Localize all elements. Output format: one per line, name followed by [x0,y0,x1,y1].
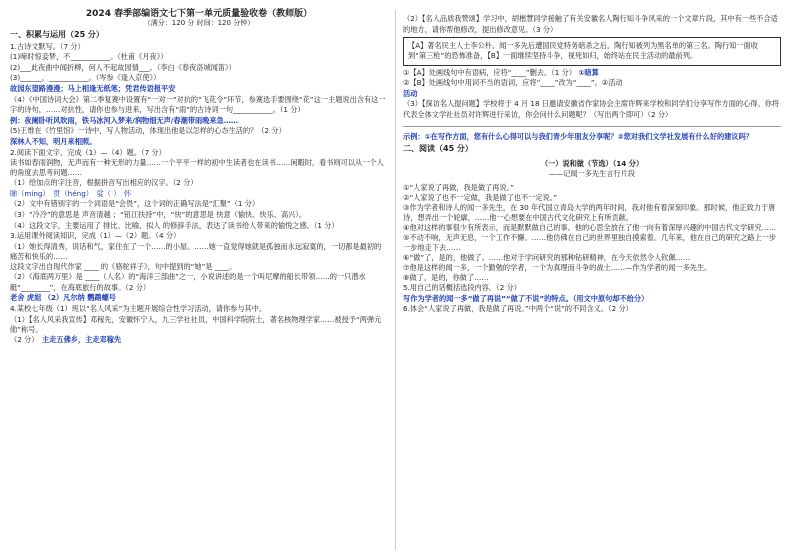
question-2: 2.阅读下面文字，完成（1）—（4）题。（7 分） [10,147,166,157]
question-1-4: （4）《中国诗词大会》第二季复赛中设置有“一对一”对抗的“飞花令”环节，参赛选手要围绕“花”这一主题说出含有这一字的诗句，……对抗性，请你也参与进来，写出含有“雨”的古诗词一句___________。（1 分） [10,94,386,115]
question-2-1: （1）给加点的字注音，根据拼音写出相应的汉字。（2 分） [10,178,198,188]
question-1-5: (5)王维在《竹里馆》一诗中，写人物活动，体现出他是以怎样的心态生活的？（2 分） [10,126,286,136]
question-4-2: （2）【名人品质我赞颂】学习中，胡楷慧同学接触了有关安徽名人陶行知斗争风采的一个文章片段，其中有一些不合适的地方，请你帮他修改，提出修改意见。（3 分） [403,14,778,34]
q3-text: （1）她长得清秀，说话和气，家住在了一个……的小屋。……她一直觉得她就是孤独而永远寂寞的，一切都是最初的痛苦和快乐的…… [10,241,382,261]
right-column [403,14,781,315]
passage-line-6: ⑥“做”了，是的，他做了。……他对于学问研究的那种钻研精神，在今天依然令人钦佩…… [403,252,691,262]
passage-line-7: ⑦他是这样的闻一多，一个勤勉的学者，一个为真理而斗争的战士……—作为学者的闻一多先生。 [403,262,712,272]
q1-line-1: (1)啼时惊妾梦，不___________。（杜甫《月夜》） [10,52,168,62]
q1-5-answer: 深林人不知，明月来相照。 [10,136,97,146]
question-5: 5.用自己的话概括选段内容。（2 分） [403,282,521,292]
pinyin-items: 睇（míng） 贯（héng） 娑（ ） 怀 [10,188,132,198]
question-2-3: （3）“冷冷”的意思是 声音清越 ；“钮江扶持”中，“快”的意思是 快意（愉快、快乐、高兴）。 [10,209,307,219]
reading-passage: 读书如春雨润物，无声而有一种无形的力量……一个平平一样的初中生读者也在读书……闲暇时，看书则可以从一个人的角度去思考问题…… [10,158,384,178]
separator [403,126,781,127]
q4-score: （2 分） 主走五佛乡，主走邓稼先 [10,334,122,344]
question-2-4: （4）这段文字，主要运用了 排比、比喻、拟人 的修辞手法，表达了读书给人带来的愉悦之感。（1 分） [10,220,339,230]
r1-item-2: ②【B】处画线句中用词不当的语词，应将“____”改为“____”。②活动 [403,78,623,88]
page-subtitle: （满分：120 分 时间：120 分钟） [143,19,255,27]
reading-title: （一）说和做（节选）（14 分） [540,158,644,168]
q1-line-2: (2)___此夜曲中闻折柳，何人不起故园情___。（李白《春夜洛城闻笛》） [10,62,236,72]
q1-line-3: (3)______，___________。（岑参《逢入京使》） [10,73,161,83]
r1-item-3: 活动 [403,88,418,98]
passage-line-2: ②“人家说了也不一定做，我是做了也不一定说。” [403,192,558,202]
question-2-2: （2）文中有错别字的一个词语是“会畏”，这个词的正确写法是“汇聚”（1 分） [10,199,260,209]
question-4: 4.某校七年级（1）班以“名人风采”为主题开展综合性学习活动，请你参与其中。 [10,304,267,314]
r1-item-1: ①【A】处画线句中有语病，应将“____”删去。（1 分） ①暗算 [403,67,599,77]
left-column [10,28,388,345]
section-heading: 一、积累与运用（25 分） [10,30,104,39]
q5-answer: 写作为学者的闻一多“做了再说”“做了不说”的特点。（用文中原句却不给分） [403,293,649,303]
question-6: 6.体会“人家说了再做，我是做了再说。”中两个“说”的不同含义。（2 分） [403,304,633,314]
example-answer: 示例：①在写作方面，您有什么心得可以与我们青少年朋友分享呢？②您对我们文学社发展有什么好的建议吗？ [403,131,753,141]
question-4-3: （3）【探访名人提问题】学校将于 4 月 18 日邀请安徽省作家协会主席许辉来学校和同学们分享写作方面的心得。你将代表全体文学社社员对许辉进行采访，你会问什么问题呢？（写出两个即可）（2 分） [403,99,780,119]
passage-line-5: ⑤不动不响，无声无息，一个工作不懈。……他仿佛在自己的世界里独自摸索着。几年来，他在自己的研究之路上一步一步地走下去…… [403,232,777,252]
q3-blank: 这段文字出自现代作家 ____ 的《骆驼祥子》，句中提到的“她”是 ____。 [10,261,237,271]
page-title: 2024 春季部编语文七下第一单元质量验收卷（教师版） [85,9,313,19]
question-3: 3.运用课外阅读知识，完成（1）—（2）题。（4 分） [10,231,181,241]
q1-answers: 故园东望路漫漫；马上相逢无纸笔；凭君传语报平安 [10,83,176,93]
quote-box: 【A】著名民主人士李公朴、闻一多先后遭国民党特务暗杀之后，陶行知被列为黑名单的第三名。陶行知一面收到“第三枪”的恐怖准备，【B】一面继续坚持斗争，视死如归，始终站在民主活动的最前列。 [403,37,781,65]
question-3-2: （2）《海底两万里》是 ____（人名）的“海洋三部曲”之一，小说讲述的是一个叫尼摩的船长带领……的一只潜水艇“________”，在海底旅行的故事。（2 分） [10,272,366,292]
q1-4-answer: 例：夜阑卧听风吹雨，铁马冰河入梦来/润物细无声/春潮带雨晚来急…… [10,115,239,125]
passage-line-1: ①“人家说了再做，我是做了再说。” [403,182,514,192]
column-divider [395,10,396,550]
q3-answer: 老舍 虎姐 （2）凡尔纳 鹦鹉螺号 [10,293,116,303]
section-heading-2: 二、阅读（45 分） [403,144,473,154]
reading-subtitle: ——记闻一多先生言行片段 [548,169,636,179]
passage-line-8: ⑧做了，是的，你做了…… [403,272,489,282]
passage-line-4: ④他对这样的事很少有所表示，而是默默做自己的事。他的心思全放在了他一向有着深厚兴趣的中国古代文学研究…… [403,222,777,232]
question-1: 1.古诗文默写。（7 分） [10,41,85,51]
question-4-1: （1）【名人风采我宣传】邓稼先，安徽怀宁人，九三学社社员，中国科学院院士，著名核物理学家……被授予“两弹元勋”称号。 [10,314,382,334]
passage-line-3: ③作为学者和诗人的闻一多先生，在 30 年代国立青岛大学的两年时间，我对他有着深刻印象。那时候，他正致力于唐诗，想弄出一个轮廓，……他一心想要在中国古代文化研究上有所贡献。 [403,202,776,222]
